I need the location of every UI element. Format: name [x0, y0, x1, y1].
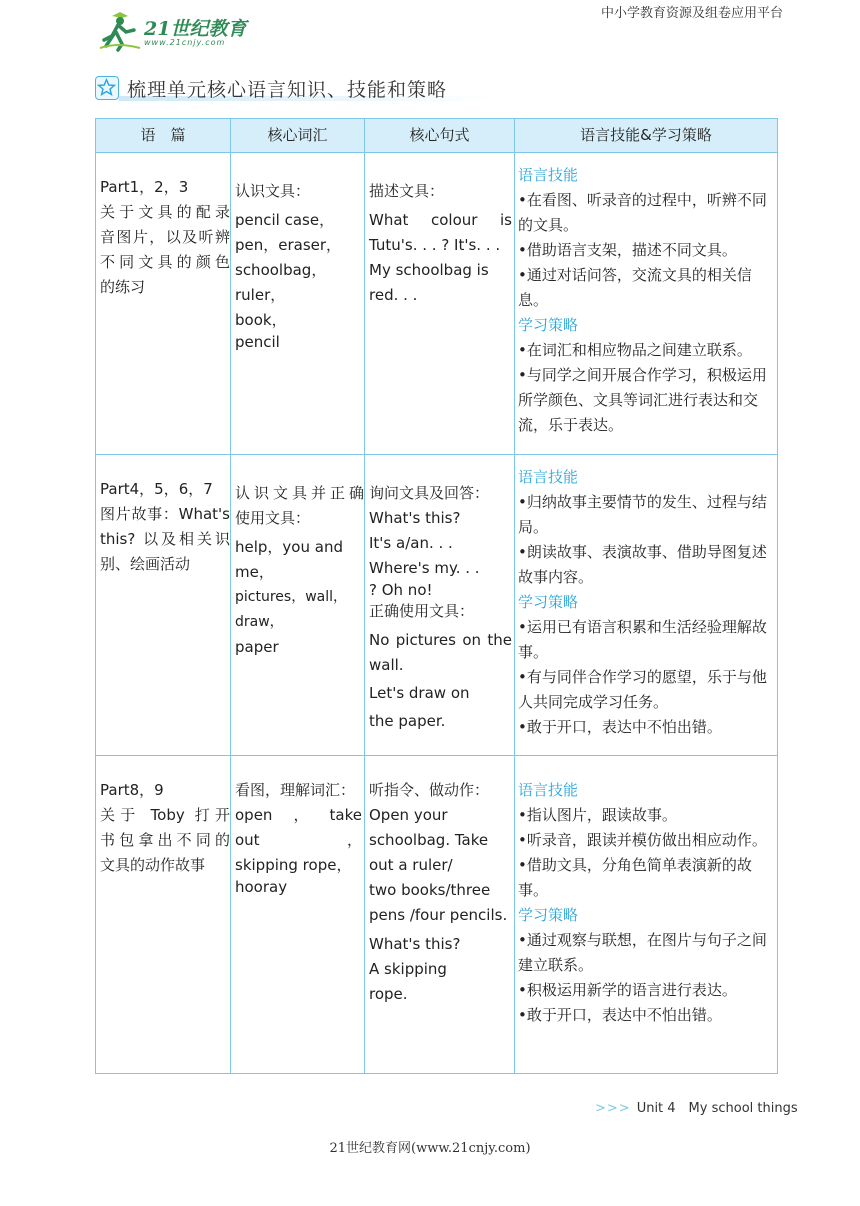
sentence-line: 描述文具： [369, 182, 445, 200]
table-row [96, 455, 778, 756]
skill-item: •朗读故事、表演故事、借助导图复述故事内容。 [518, 543, 767, 586]
sentence-line: Open your [369, 806, 448, 824]
sentence-line: Let's draw on [369, 684, 470, 702]
sentence-line: It's a/an. . . [369, 534, 453, 552]
skills-heading: 语言技能 [518, 166, 579, 184]
header-sentences: 核心句式 [365, 119, 515, 153]
skills-cell [515, 153, 778, 455]
skill-item: •借助文具，分角色简单表演新的故事。 [518, 856, 752, 899]
vocab-line: pencil case， [235, 211, 335, 229]
part-line: this? 以及相关识 [100, 530, 230, 548]
site-logo[interactable] [98, 10, 258, 52]
part-line: 音图片，以及听辨 [100, 228, 230, 246]
vocab-line: paper [235, 638, 279, 656]
strategy-heading: 学习策略 [518, 593, 579, 611]
table-header-row [96, 119, 778, 153]
vocab-line: 认识文具： [235, 182, 311, 200]
sentence-cell [365, 756, 515, 1074]
sentence-line: What's this? [369, 509, 461, 527]
vocab-line: schoolbag，ruler， [235, 261, 327, 304]
part-line: 关于 Toby 打开 [100, 806, 230, 824]
part-cell [96, 756, 231, 1074]
sentence-line: 听指令、做动作： [369, 781, 490, 799]
sentence-line: Tutu's. . . ? It's. . . [369, 236, 501, 254]
sentence-line: No pictures on the [369, 631, 512, 649]
platform-name: 中小学教育资源及组卷应用平台 [600, 6, 783, 21]
site-footer[interactable]: 21世纪教育网(www.21cnjy.com) [329, 1141, 531, 1156]
strategy-heading: 学习策略 [518, 316, 579, 334]
strategy-item: •在词汇和相应物品之间建立联系。 [518, 341, 752, 359]
vocab-line: book， [235, 311, 287, 329]
section-heading [95, 74, 495, 102]
skill-item: •在看图、听录音的过程中，听辨不同的文具。 [518, 191, 767, 234]
part-line: 书包拿出不同的 [100, 831, 230, 849]
part-cell [96, 455, 231, 756]
header-text: 语 篇 [96, 119, 231, 153]
sentence-line: 正确使用文具： [369, 602, 475, 620]
arrows-icon: >>> [595, 1101, 631, 1116]
sentence-line: two books/three [369, 881, 491, 899]
sentence-line: pens /four pencils. [369, 906, 508, 924]
strategy-item: •有与同伴合作学习的愿望，乐于与他人共同完成学习任务。 [518, 668, 767, 711]
strategy-item: •运用已有语言积累和生活经验理解故事。 [518, 618, 767, 661]
skill-item: •听录音，跟读并模仿做出相应动作。 [518, 831, 767, 849]
skill-item: •借助语言支架，描述不同文具。 [518, 241, 737, 259]
sentence-line: rope. [369, 985, 408, 1003]
logo-text: 21世纪教育 [144, 18, 247, 40]
skill-item: •指认图片，跟读故事。 [518, 806, 677, 824]
skill-item: •通过对话问答，交流文具的相关信息。 [518, 266, 752, 309]
strategy-item: •通过观察与联想，在图片与句子之间建立联系。 [518, 931, 767, 974]
part-cell [96, 153, 231, 455]
sentence-line: What colour is [369, 211, 512, 229]
strategy-item: •敢于开口，表达中不怕出错。 [518, 718, 722, 736]
skills-heading: 语言技能 [518, 468, 579, 486]
skills-cell [515, 455, 778, 756]
sentence-line: wall. [369, 656, 404, 674]
logo-url: www.21cnjy.com [144, 38, 226, 47]
vocab-line: hooray [235, 878, 288, 896]
skill-item: •归纳故事主要情节的发生、过程与结局。 [518, 493, 767, 536]
vocab-line: pencil [235, 333, 280, 351]
vocab-line: 使用文具： [235, 509, 311, 527]
part-line: Part4，5，6，7 [100, 480, 213, 498]
part-line: 图片故事：What's [100, 505, 230, 523]
sentence-line: My schoolbag is [369, 261, 489, 279]
part-line: 文具的动作故事 [100, 856, 206, 874]
star-icon [95, 76, 119, 100]
strategy-heading: 学习策略 [518, 906, 579, 924]
vocab-line: 认识文具并正确 [235, 484, 364, 502]
vocab-cell [231, 455, 365, 756]
unit-footer [595, 1097, 798, 1116]
vocab-line: help，you and me， [235, 538, 343, 581]
sentence-line: Where's my. . . [369, 559, 480, 577]
part-line: 不同文具的颜色 [100, 253, 230, 271]
strategy-item: •积极运用新学的语言进行表达。 [518, 981, 737, 999]
vocab-line: pen，eraser， [235, 236, 342, 254]
part-line: 别、绘画活动 [100, 555, 191, 573]
part-line: 的练习 [100, 278, 146, 296]
sentence-line: ? Oh no! [369, 581, 433, 599]
header-skills: 语言技能&学习策略 [515, 119, 778, 153]
vocab-line: pictures，wall，draw， [235, 589, 347, 630]
skills-heading: 语言技能 [518, 781, 579, 799]
header-vocab: 核心词汇 [231, 119, 365, 153]
skills-cell [515, 756, 778, 1074]
vocab-cell [231, 153, 365, 455]
part-line: 关于文具的配录 [100, 203, 230, 221]
sentence-line: out a ruler/ [369, 856, 453, 874]
sentence-cell [365, 455, 515, 756]
runner-logo-icon [98, 10, 144, 52]
sentence-cell [365, 153, 515, 455]
vocab-cell [231, 756, 365, 1074]
sentence-line: the paper. [369, 712, 446, 730]
part-line: Part8，9 [100, 781, 164, 799]
sentence-line: red. . . [369, 286, 418, 304]
table-row [96, 153, 778, 455]
section-title: 梳理单元核心语言知识、技能和策略 [127, 79, 448, 101]
vocab-line: 看图，理解词汇： [235, 781, 356, 799]
strategy-item: •敢于开口，表达中不怕出错。 [518, 1006, 722, 1024]
sentence-line: 询问文具及回答： [369, 484, 490, 502]
sentence-line: schoolbag. Take [369, 831, 489, 849]
part-line: Part1，2，3 [100, 178, 189, 196]
vocab-line: skipping rope， [235, 856, 352, 874]
vocab-line: open，take out， [235, 806, 362, 849]
knowledge-table [95, 118, 778, 1074]
sentence-line: A skipping [369, 960, 447, 978]
strategy-item: •与同学之间开展合作学习，积极运用所学颜色、文具等词汇进行表达和交流，乐于表达。 [518, 366, 767, 434]
table-row [96, 756, 778, 1074]
unit-label: Unit 4 My school things [636, 1101, 798, 1116]
sentence-line: What's this? [369, 935, 461, 953]
